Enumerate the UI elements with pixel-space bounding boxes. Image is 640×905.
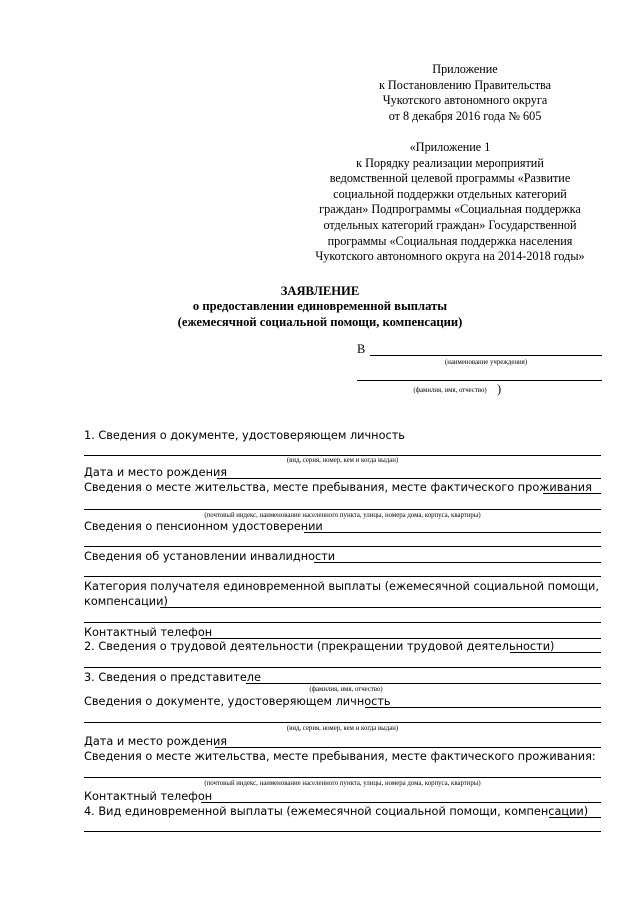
appendix1-line: к Порядку реализации мероприятий xyxy=(356,155,544,170)
institution-hint: (наименование учреждения) xyxy=(444,359,528,366)
birth-field[interactable] xyxy=(217,478,601,479)
rep-residence-field[interactable] xyxy=(84,777,601,778)
category-field-2[interactable] xyxy=(84,622,601,623)
rep-address-hint: (почтовый индекс, наименование населенного пункта, улицы, номера дома, корпуса, квартиры) xyxy=(204,780,481,787)
section-4-heading: 4. Вид единовременной выплаты (ежемесячной социальной помощи, компенсации) xyxy=(84,805,589,818)
rep-doc-field[interactable] xyxy=(365,707,601,708)
payment-type-field-2[interactable] xyxy=(84,831,601,832)
document-subtitle: (ежемесячной социальной помощи, компенсации) xyxy=(177,315,463,329)
section-2-heading: 2. Сведения о трудовой деятельности (прекращении трудовой деятельности) xyxy=(84,640,555,653)
appendix1-line: ведомственной целевой программы «Развитие xyxy=(329,171,571,186)
rep-doc-hint: (вид, серия, номер, кем и когда выдан) xyxy=(286,725,399,732)
rep-residence-label: Сведения о месте жительства, месте пребывания, месте фактического проживания: xyxy=(84,750,596,763)
residence-field[interactable] xyxy=(543,493,601,494)
institution-field[interactable] xyxy=(370,355,602,356)
section-3-heading: 3. Сведения о представителе xyxy=(84,671,261,684)
appendix1-header xyxy=(300,140,600,265)
rep-birth-label: Дата и место рождения xyxy=(84,735,228,748)
rep-doc-label: Сведения о документе, удостоверяющем личность xyxy=(84,695,391,708)
identity-doc-field[interactable] xyxy=(84,455,601,456)
rep-phone-field[interactable] xyxy=(201,802,601,803)
rep-doc-field-2[interactable] xyxy=(84,722,601,723)
employment-field-2[interactable] xyxy=(84,667,601,668)
representative-hint: (фамилия, имя, отчество) xyxy=(309,686,383,693)
section-1-heading: 1. Сведения о документе, удостоверяющем личность xyxy=(84,429,405,442)
appendix1-line: граждан» Подпрограммы «Социальная поддержка xyxy=(319,202,581,217)
phone-label: Контактный телефон xyxy=(84,626,213,639)
pension-field[interactable] xyxy=(304,532,601,533)
representative-field[interactable] xyxy=(246,683,601,684)
address-hint: (почтовый индекс, наименование населенного пункта, улицы, номера дома, корпуса, квартиры) xyxy=(204,512,481,519)
appendix-line: Приложение xyxy=(432,62,498,76)
employment-field[interactable] xyxy=(510,652,601,653)
document-subtitle: о предоставлении единовременной выплаты xyxy=(192,299,448,313)
category-label: Категория получателя единовременной выплаты (ежемесячной социальной помощи, xyxy=(84,580,599,593)
appendix-line: к Постановлению Правительства xyxy=(378,77,552,92)
phone-field[interactable] xyxy=(201,638,601,639)
disability-label: Сведения об установлении инвалидности xyxy=(84,550,336,563)
residence-label: Сведения о месте жительства, месте пребывания, месте фактического проживания xyxy=(84,481,592,494)
disability-field-2[interactable] xyxy=(84,576,601,577)
rep-birth-field[interactable] xyxy=(215,747,601,748)
appendix1-line: «Приложение 1 xyxy=(409,140,491,154)
fio-field[interactable] xyxy=(357,380,602,381)
appendix-header xyxy=(355,62,575,124)
appendix1-line: отдельных категорий граждан» Государственной xyxy=(323,217,577,232)
category-label-2: компенсации) xyxy=(84,595,168,608)
payment-type-field[interactable] xyxy=(549,817,601,818)
appendix-line: Чукотского автономного округа xyxy=(382,93,548,108)
pension-field-2[interactable] xyxy=(84,546,601,547)
appendix1-line: программы «Социальная поддержка населения xyxy=(327,233,573,248)
identity-doc-hint: (вид, серия, номер, кем и когда выдан) xyxy=(286,457,399,464)
category-field[interactable] xyxy=(160,607,601,608)
document-title: ЗАЯВЛЕНИЕ xyxy=(280,284,360,298)
fio-paren: ) xyxy=(497,382,502,396)
disability-field[interactable] xyxy=(314,562,601,563)
fio-hint: (фамилия, имя, отчество) xyxy=(413,387,487,394)
residence-field-2[interactable] xyxy=(84,509,601,510)
appendix1-line: социальной поддержки отдельных категорий xyxy=(333,186,567,201)
pension-label: Сведения о пенсионном удостоверении xyxy=(84,520,323,533)
birth-label: Дата и место рождения xyxy=(84,466,228,479)
addressee-prefix: В xyxy=(357,342,366,356)
appendix-line: от 8 декабря 2016 года № 605 xyxy=(388,108,542,123)
appendix1-line: Чукотского автономного округа на 2014-2018 годы» xyxy=(315,249,585,264)
rep-phone-label: Контактный телефон xyxy=(84,790,213,803)
